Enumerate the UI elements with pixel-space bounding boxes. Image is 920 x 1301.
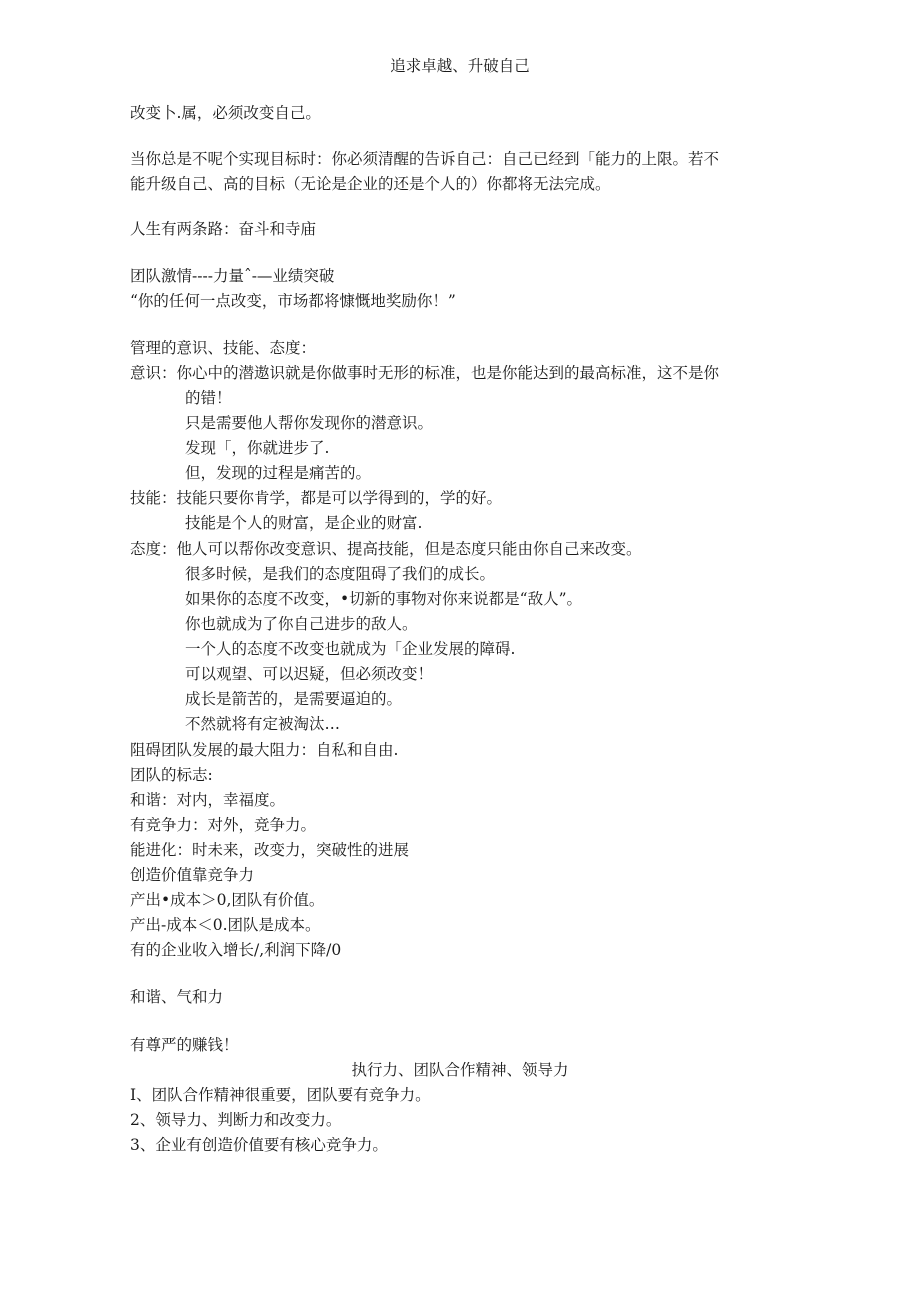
paragraph-line: 有尊严的赚钱！ [130, 1036, 239, 1054]
section-heading: 管理的意识、技能、态度： [130, 339, 317, 357]
paragraph-line: 团队激情----力量ˆ-—业绩突破 [130, 267, 335, 285]
indented-line: 发现「，你就进步了. [185, 439, 330, 457]
paragraph-line: 技能：技能只要你肯学，都是可以学得到的，学的好。 [130, 489, 503, 507]
list-item: I、团队合作精神很重要，团队要有竞争力。 [130, 1086, 431, 1104]
paragraph-line: 有的企业收入增长/,利润下降/0 [130, 941, 342, 959]
indented-line: 技能是个人的财富，是企业的财富. [185, 514, 423, 532]
paragraph-line: 态度：他人可以帮你改变意识、提高技能，但是态度只能由你自己来改变。 [130, 540, 642, 558]
list-item: 3、企业有创造价值要有核心竞争力。 [130, 1136, 388, 1154]
paragraph-line: 产出•成本＞0,团队有价值。 [130, 891, 325, 909]
paragraph-line: 意识：你心中的潜遨识就是你做事时无形的标准，也是你能达到的最高标准，这不是你 [130, 364, 720, 382]
indented-line: 成长是箭苦的，是需要逼迫的。 [185, 690, 403, 708]
paragraph-line: 能进化：时未来，改变力，突破性的进展 [130, 841, 410, 859]
quote-line: “你的任何一点改变，市场都将慷慨地奖励你！” [130, 292, 456, 310]
paragraph-line: 改变卜.属，必须改变自己。 [130, 104, 321, 122]
paragraph-line: 团队的标志: [130, 766, 213, 784]
indented-line: 一个人的态度不改变也就成为「企业发展的障碍. [185, 640, 516, 658]
indented-line: 不然就将有定被淘汰… [185, 715, 341, 733]
paragraph-line: 能升级自己、高的目标（无论是企业的还是个人的）你都将无法完成。 [130, 175, 611, 193]
indented-line: 可以观望、可以迟疑，但必须改变！ [185, 665, 434, 683]
section-title: 执行力、团队合作精神、领导力 [351, 1061, 569, 1079]
paragraph-line: 有竞争力：对外，竞争力。 [130, 816, 317, 834]
list-item: 2、领导力、判断力和改变力。 [130, 1111, 342, 1129]
indented-line: 很多时候，是我们的态度阻碍了我们的成长。 [185, 565, 496, 583]
paragraph-line: 人生有两条路：奋斗和寺庙 [130, 220, 317, 238]
indented-line: 的错！ [185, 389, 232, 407]
indented-line: 你也就成为了你自己进步的敌人。 [185, 615, 418, 633]
indented-line: 如果你的态度不改变，•切新的事物对你来说都是“敌人”。 [185, 590, 582, 608]
indented-line: 但，发现的过程是痛苦的。 [185, 464, 372, 482]
paragraph-line: 当你总是不呢个实现目标时：你必须清醒的告诉自己：自己已经到「能力的上限。若不 [130, 150, 720, 168]
paragraph-line: 产出-成本＜0.团队是成本。 [130, 916, 321, 934]
document-title: 追求卓越、升破自己 [390, 57, 530, 75]
paragraph-line: 和谐：对内，幸福度。 [130, 791, 286, 809]
paragraph-line: 创造价值靠竞争力 [130, 866, 255, 884]
paragraph-line: 阻碍团队发展的最大阻力：自私和自由. [130, 741, 399, 759]
indented-line: 只是需要他人帮你发现你的潜意识。 [185, 414, 434, 432]
paragraph-line: 和谐、气和力 [130, 988, 224, 1006]
